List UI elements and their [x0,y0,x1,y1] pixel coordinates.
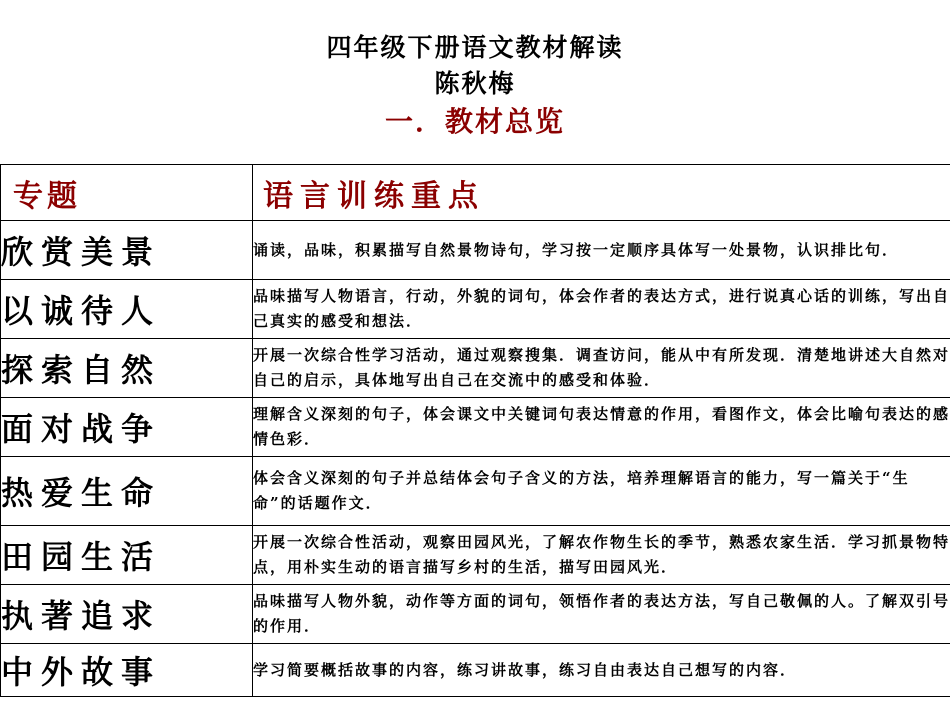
topic-cell: 以诚待人 [1,280,253,339]
document-title: 四年级下册语文教材解读 [326,33,624,62]
topics-table [0,164,950,697]
topic-cell: 执著追求 [1,585,253,644]
focus-cell: 开展一次综合性活动，观察田园风光，了解农作物生长的季节，熟悉农家生活．学习抓景物特点，用朴实生动的语言描写乡村的生活，描写田园风光． [253,526,950,585]
section-title: 一．教材总览 [384,105,565,138]
column-header-focus: 语言训练重点 [253,165,950,221]
topic-cell: 田园生活 [1,526,253,585]
focus-cell: 开展一次综合性学习活动，通过观察搜集．调查访问，能从中有所发现．清楚地讲述大自然对自己的启示，具体地写出自己在交流中的感受和体验． [253,339,950,398]
table-row [1,585,950,644]
topic-cell: 欣赏美景 [1,221,253,280]
table-row [1,526,950,585]
topic-cell: 热爱生命 [1,457,253,526]
author-name: 陈秋梅 [434,69,516,98]
focus-cell: 品味描写人物语言，行动，外貌的词句，体会作者的表达方式，进行说真心话的训练，写出自己真实的感受和想法． [253,280,950,339]
focus-cell: 学习简要概括故事的内容，练习讲故事，练习自由表达自己想写的内容． [253,644,950,697]
table-row [1,398,950,457]
topic-cell: 中外故事 [1,644,253,697]
table-row [1,457,950,526]
table-row [1,280,950,339]
focus-cell: 体会含义深刻的句子并总结体会句子含义的方法，培养理解语言的能力，写一篇关于“生命”的话题作文． [253,457,950,526]
column-header-topic: 专题 [1,165,253,221]
focus-cell: 诵读，品味，积累描写自然景物诗句，学习按一定顺序具体写一处景物，认识排比句． [253,221,950,280]
table-row [1,644,950,697]
focus-cell: 理解含义深刻的句子，体会课文中关键词句表达情意的作用，看图作文，体会比喻句表达的感情色彩． [253,398,950,457]
table-row [1,339,950,398]
topic-cell: 探索自然 [1,339,253,398]
focus-cell: 品味描写人物外貌，动作等方面的词句，领悟作者的表达方法，写自己敬佩的人。了解双引号的作用． [253,585,950,644]
table-header-row [1,165,950,221]
topic-cell: 面对战争 [1,398,253,457]
page-header [0,0,950,165]
table-row [1,221,950,280]
